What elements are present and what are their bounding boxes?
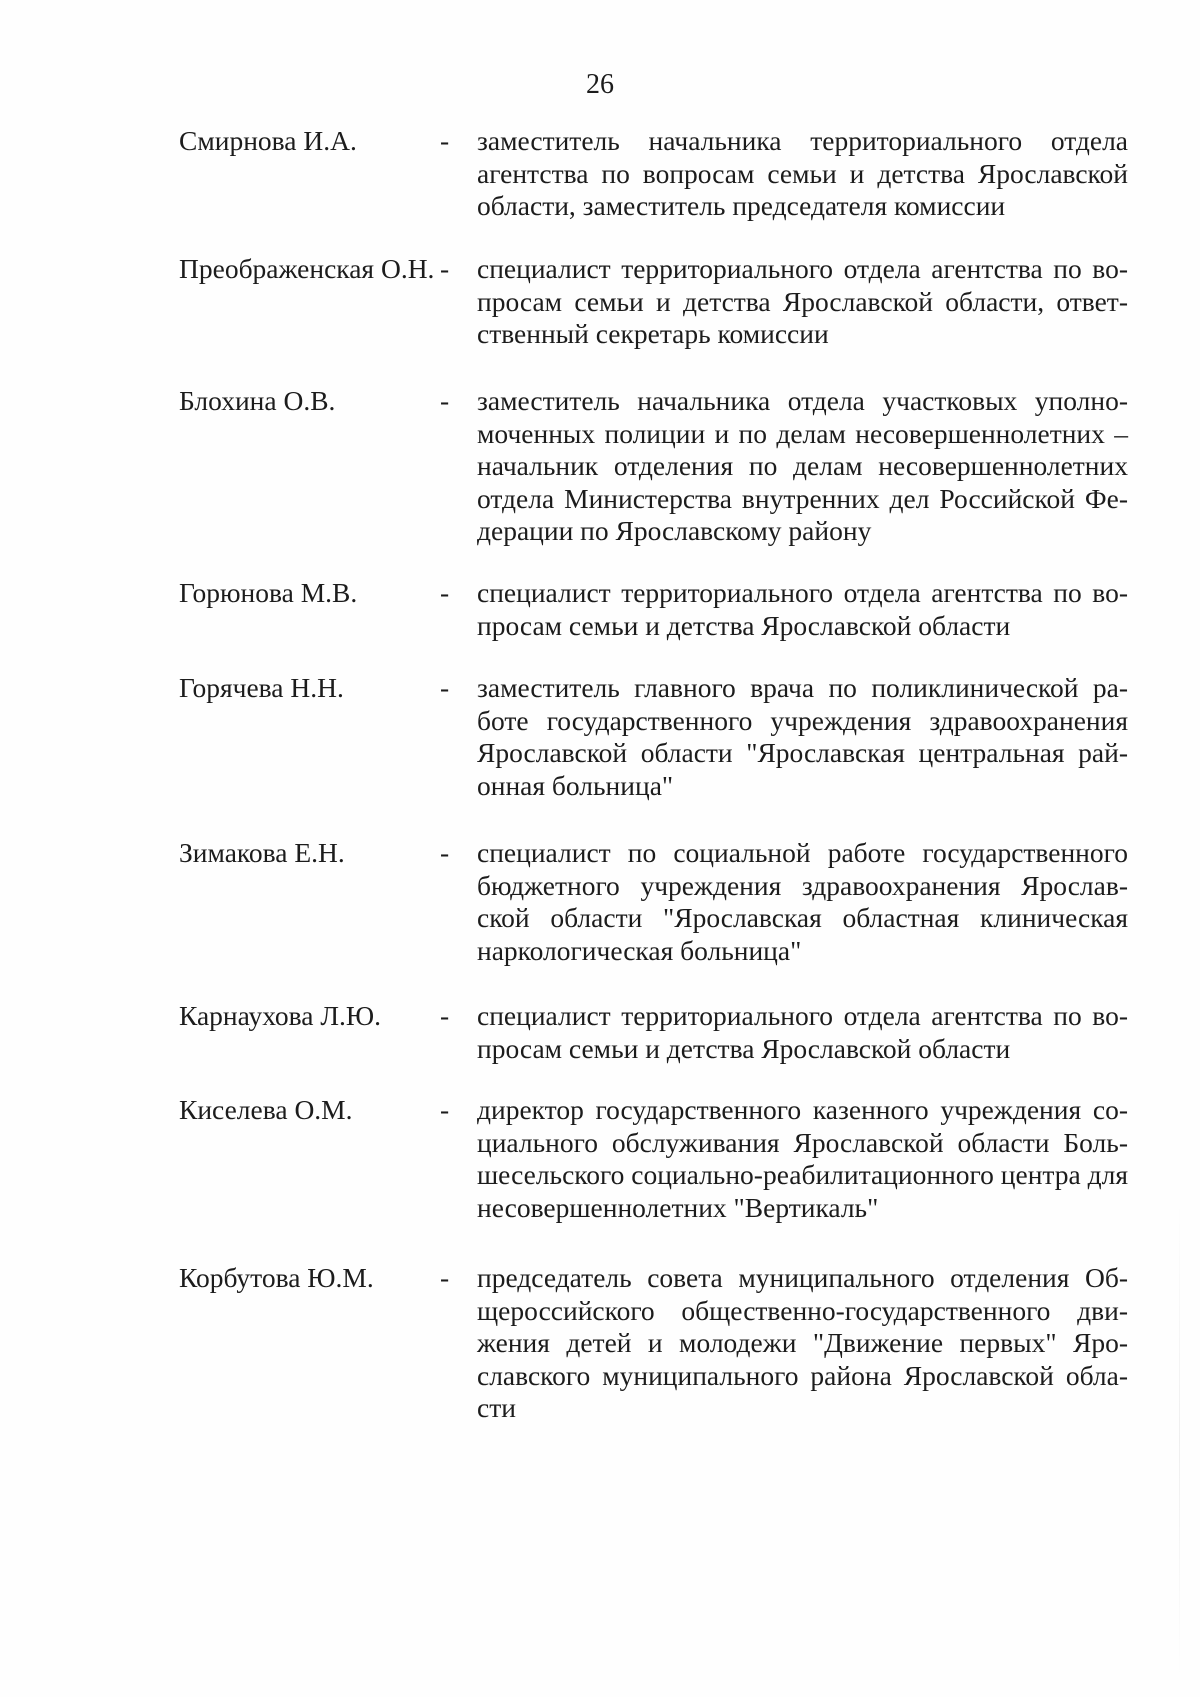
member-dash: - bbox=[440, 385, 450, 416]
member-dash: - bbox=[440, 253, 450, 284]
member-role: председатель совета муниципального отделения Общероссийского общественно-государственного движения детей и молодежи "Движение первых" Ярославского муниципального района Ярославской области bbox=[477, 1262, 1128, 1423]
member-dash: - bbox=[440, 577, 450, 608]
member-role: заместитель начальника отдела участковых уполномоченных полиции и по делам несовершеннолетних – начальник отделения по делам несовершеннолетних отдела Министерства внутренних дел Российской Федерации по Ярославскому району bbox=[477, 385, 1128, 546]
member-dash: - bbox=[440, 1094, 450, 1125]
member-name: Блохина О.В. bbox=[179, 385, 336, 416]
member-dash: - bbox=[440, 1262, 450, 1293]
member-name: Горюнова М.В. bbox=[179, 577, 358, 608]
member-name: Зимакова Е.Н. bbox=[179, 837, 345, 868]
member-name: Киселева О.М. bbox=[179, 1094, 353, 1125]
member-role: специалист по социальной работе государственного бюджетного учреждения здравоохранения Ярославской области "Ярославская областная клиническая наркологическая больница" bbox=[477, 837, 1128, 966]
member-dash: - bbox=[440, 837, 450, 868]
member-role: специалист территориального отдела агентства по вопросам семьи и детства Ярославской области bbox=[477, 1000, 1128, 1064]
member-role: специалист территориального отдела агентства по вопросам семьи и детства Ярославской области bbox=[477, 577, 1128, 641]
member-name: Смирнова И.А. bbox=[179, 125, 357, 156]
member-role: специалист территориального отдела агентства по вопросам семьи и детства Ярославской области, ответственный секретарь комиссии bbox=[477, 253, 1128, 349]
member-role: заместитель начальника территориального отдела агентства по вопросам семьи и детства Ярославской области, заместитель председателя комиссии bbox=[477, 125, 1128, 221]
member-role: заместитель главного врача по поликлинической работе государственного учреждения здравоохранения Ярославской области "Ярославская центральная районная больница" bbox=[477, 672, 1128, 801]
member-role: директор государственного казенного учреждения социального обслуживания Ярославской области Большесельского социально-реабилитационного центра для несовершеннолетних "Вертикаль" bbox=[477, 1094, 1128, 1223]
member-name: Преображенская О.Н. bbox=[179, 253, 435, 284]
member-dash: - bbox=[440, 672, 450, 703]
member-dash: - bbox=[440, 125, 450, 156]
page-number: 26 bbox=[586, 69, 614, 100]
member-dash: - bbox=[440, 1000, 450, 1031]
member-name: Горячева Н.Н. bbox=[179, 672, 344, 703]
scan-edge-shadow bbox=[1179, 1200, 1180, 1680]
member-name: Карнаухова Л.Ю. bbox=[179, 1000, 382, 1031]
member-name: Корбутова Ю.М. bbox=[179, 1262, 374, 1293]
